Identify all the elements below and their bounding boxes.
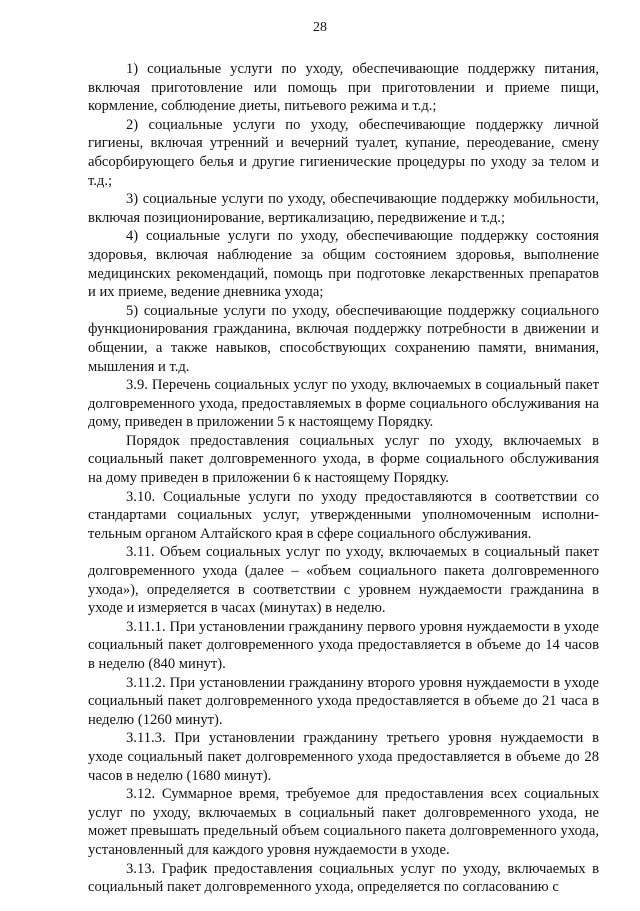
paragraph-item-4-health: 4) социальные услуги по уходу, обеспечивающие поддержку состояния здоровья, включая наблюдение за общим состоянием здоровья, выполнение медицинских рекомендаций, помощь при подготовке лекарственных препаратов и их приеме, ведение дневника ухода; bbox=[88, 228, 599, 301]
paragraph-item-3-mobility: 3) социальные услуги по уходу, обеспечивающие поддержку мобильности, включая позиционирование, вертикализацию, передвижение и т.д.; bbox=[88, 191, 599, 226]
paragraph-3-13: 3.13. График предоставления социальных услуг по уходу, включаемых в социальный пакет долговременного ухода, определяется по согласованию с bbox=[88, 860, 599, 896]
paragraph-procedure: Порядок предоставления социальных услуг по уходу, включаемых в социальный пакет долговременного ухода, в форме социального обслуживания на дому приведен в приложении 6 к настоящему Порядку. bbox=[88, 432, 599, 487]
paragraph-3-11-3: 3.11.3. При установлении гражданину третьего уровня нуждаемости в уходе социальный пакет долговременного ухода предоставляется в объеме до 28 часов в неделю (1680 минут). bbox=[88, 730, 599, 784]
paragraph-3-10: 3.10. Социальные услуги по уходу предоставляются в соответствии со стандартами социальных услуг, утвержденными уполномоченным исполнительным органом Алтайского края в сфере социального обслуживания. bbox=[88, 488, 599, 542]
document-body bbox=[88, 60, 599, 897]
paragraph-3-12: 3.12. Суммарное время, требуемое для предоставления всех социальных услуг по уходу, включаемых в социальный пакет долговременного ухода, не может превышать предельный объем социального пакета долговременного ухода, установленный для каждого уровня нуждаемости в уходе. bbox=[88, 786, 599, 858]
paragraph-3-11-1: 3.11.1. При установлении гражданину первого уровня нуждаемости в уходе социальный пакет долговременного ухода предоставляется в объеме до 14 часов в неделю (840 минут). bbox=[88, 618, 599, 672]
paragraph-item-2-hygiene: 2) социальные услуги по уходу, обеспечивающие поддержку личной гигиены, включая утренний и вечерний туалет, купание, переодевание, смену абсорбирующего белья и другие гигиенические процедуры по уходу за телом и т.д.; bbox=[88, 116, 599, 189]
paragraph-3-11-2: 3.11.2. При установлении гражданину второго уровня нуждаемости в уходе социальный пакет долговременного ухода предоставляется в объеме до 21 часа в неделю (1260 минут). bbox=[88, 674, 599, 728]
page-number: 28 bbox=[313, 20, 327, 35]
paragraph-item-1-nutrition: 1) социальные услуги по уходу, обеспечивающие поддержку питания, включая приготовление или помощь при приготовлении и приеме пищи, кормление, соблюдение диеты, питьевого режима и т.д.; bbox=[88, 61, 599, 115]
paragraph-item-5-social: 5) социальные услуги по уходу, обеспечивающие поддержку социального функционирования гражданина, включая поддержку потребности в движении и общении, а также навыков, способствующих сохранению памяти, внимания, мышления и т.д. bbox=[88, 302, 599, 375]
paragraph-3-9: 3.9. Перечень социальных услуг по уходу, включаемых в социальный пакет долговременного ухода, предоставляемых в форме социального обслуживания на дому, приведен в приложении 5 к настоящему Порядку. bbox=[88, 377, 599, 431]
paragraph-3-11: 3.11. Объем социальных услуг по уходу, включаемых в социальный пакет долговременного ухода (далее – «объем социального пакета долговременного ухода»), определяется в соответствии с уровнем нуждаемости гражданина в уходе и измеряется в часах (минутах) в неделю. bbox=[88, 544, 599, 617]
